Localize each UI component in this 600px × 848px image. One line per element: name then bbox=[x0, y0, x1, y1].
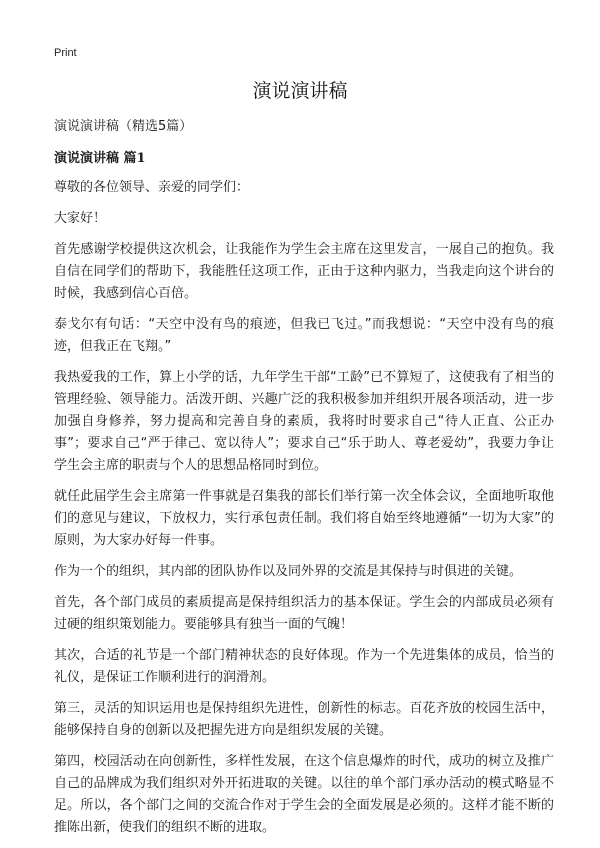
paragraph: 首先，各个部门成员的素质提高是保持组织活力的基本保证。学生会的内部成员必须有过硬的组织策划能力。要能够具有独当一面的气魄！ bbox=[54, 595, 554, 632]
paragraph: 泰戈尔有句话：“天空中没有鸟的痕迹，但我已飞过。”而我想说：“天空中没有鸟的痕迹，但我正在飞翔。” bbox=[54, 317, 554, 354]
document-body bbox=[54, 117, 554, 848]
paragraph: 就任此届学生会主席第一件事就是召集我的部长们举行第一次全体会议，全面地听取他们的意见与建议，下放权力，实行承包责任制。我们将自始至终地遵循“一切为大家”的原则，为大家办好每一件事。 bbox=[54, 489, 554, 548]
print-link[interactable]: Print bbox=[54, 47, 77, 59]
paragraph: 首先感谢学校提供这次机会，让我能作为学生会主席在这里发言，一展自己的抱负。我自信在同学们的帮助下，我能胜任这项工作，正由于这种内驱力，当我走向这个讲台的时候，我感到信心百倍。 bbox=[54, 242, 554, 301]
section-heading: 演说演讲稿 篇1 bbox=[54, 151, 146, 166]
paragraph-greeting: 尊敬的各位领导、亲爱的同学们： bbox=[54, 180, 250, 195]
paragraph: 第三，灵活的知识运用也是保持组织先进性，创新性的标志。百花齐放的校园生活中，能够保持自身的创新以及把握先进方向是组织发展的关键。 bbox=[54, 701, 554, 738]
document-title: 演说演讲稿 bbox=[252, 80, 348, 102]
document-subtitle: 演说演讲稿（精选5篇） bbox=[54, 119, 193, 134]
paragraph: 作为一个的组织，其内部的团队协作以及同外界的交流是其保持与时俱进的关键。 bbox=[54, 564, 523, 579]
paragraph: 第四，校园活动在向创新性，多样性发展，在这个信息爆炸的时代，成功的树立及推广自己的品牌成为我们组织对外开拓进取的关键。以往的单个部门承办活动的模式略显不足。所以，各个部门之间的交流合作对于学生会的全面发展是必须的。这样才能不断的推陈出新，使我们的组织不断的进取。 bbox=[54, 754, 554, 835]
paragraph: 其次，合适的礼节是一个部门精神状态的良好体现。作为一个先进集体的成员，恰当的礼仪，是保证工作顺利进行的润滑剂。 bbox=[54, 648, 554, 685]
paragraph: 我热爱我的工作，算上小学的话，九年学生干部“工龄”已不算短了，这使我有了相当的管理经验、领导能力。活泼开朗、兴趣广泛的我积极参加并组织开展各项活动，进一步加强自身修养，努力提高和完善自身的素质，我将时时要求自己“待人正直、公正办事”；要求自己“严于律己、宽以待人”；要求自己“乐于助人、尊老爱幼”，我要力争让学生会主席的职责与个人的思想品格同时到位。 bbox=[54, 370, 554, 473]
paragraph-salutation: 大家好！ bbox=[54, 211, 107, 226]
